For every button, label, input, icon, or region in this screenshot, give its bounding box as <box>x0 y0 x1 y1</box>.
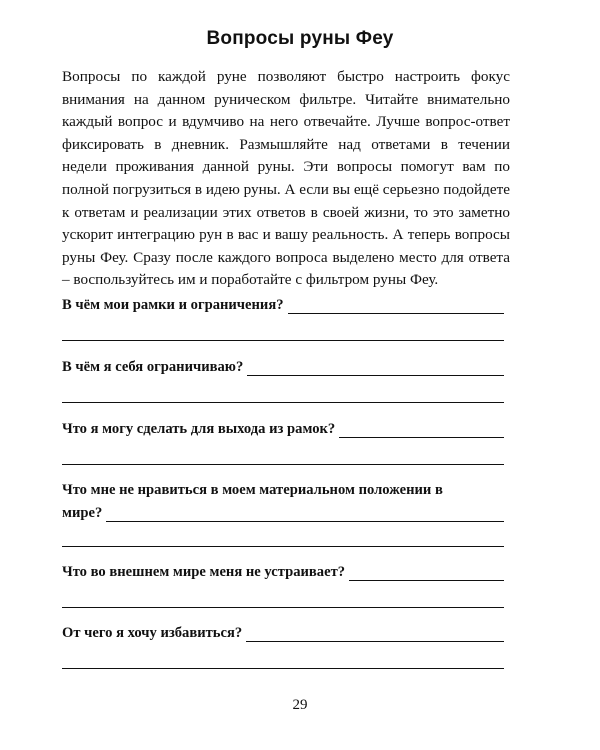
question-4-answer-line[interactable] <box>62 546 504 547</box>
question-3 <box>62 418 504 438</box>
question-2-answer-field[interactable] <box>247 361 504 376</box>
question-4-answer-field[interactable] <box>106 507 504 522</box>
question-3-line <box>62 418 504 438</box>
question-1 <box>62 294 504 314</box>
question-2 <box>62 356 504 376</box>
question-6-line <box>62 622 504 642</box>
question-3-text: Что я могу сделать для выхода из рамок? <box>62 421 336 437</box>
question-6-text: От чего я хочу избавиться? <box>62 625 243 641</box>
question-1-answer-line[interactable] <box>62 340 504 341</box>
question-2-answer-line[interactable] <box>62 402 504 403</box>
question-5 <box>62 561 504 581</box>
question-6 <box>62 622 504 642</box>
question-6-answer-line[interactable] <box>62 668 504 669</box>
intro-text: Вопросы по каждой руне позволяют быстро настроить фокус внимания на данном руническом фильтре. Читайте внимательно каждый вопрос и вдумчиво на него отвечайте. Лучше вопрос-ответ фиксировать в дневник. Размышляйте над ответами в течении недели проживания данной руны. Эти вопросы помогут вам по полной погрузиться в идею руны. А если вы ещё серьезно подойдете к ответам и реализации этих ответов в своей жизни, то это заметно ускорит интеграцию рун в вас и вашу реальность. А теперь вопросы руны Феу. Сразу после каждого вопроса выделено место для ответа – воспользуйтесь им и поработайте с фильтром руны Феу. <box>62 68 511 289</box>
page-title: Вопросы руны Феу <box>206 28 394 49</box>
question-6-answer-field[interactable] <box>246 627 504 642</box>
question-2-text: В чём я себя ограничиваю? <box>62 359 244 375</box>
question-4-text-line2: мире? <box>62 505 103 521</box>
question-2-line <box>62 356 504 376</box>
question-1-answer-field[interactable] <box>288 299 504 314</box>
question-3-answer-field[interactable] <box>339 423 504 438</box>
question-1-line <box>62 294 504 314</box>
question-5-line <box>62 561 504 581</box>
question-5-answer-field[interactable] <box>349 566 504 581</box>
question-3-answer-line[interactable] <box>62 464 504 465</box>
question-5-answer-line[interactable] <box>62 607 504 608</box>
question-4-line <box>62 502 504 522</box>
intro-paragraph <box>62 66 510 292</box>
question-4 <box>62 480 504 522</box>
page-number: 29 <box>292 697 308 713</box>
question-5-text: Что во внешнем мире меня не устраивает? <box>62 564 346 580</box>
question-1-text: В чём мои рамки и ограничения? <box>62 297 284 313</box>
question-4-text-line1: Что мне не нравиться в моем материальном положении в <box>62 482 443 498</box>
